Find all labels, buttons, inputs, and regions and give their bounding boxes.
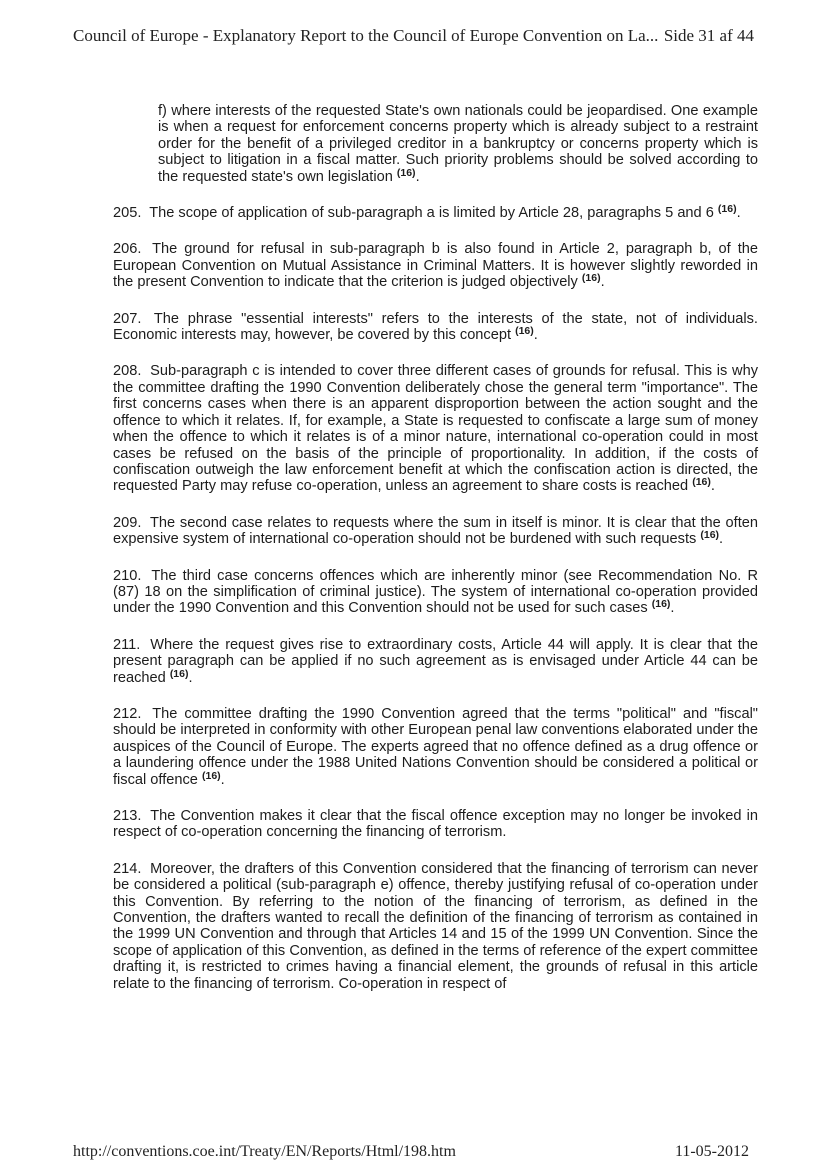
report-body xyxy=(113,103,758,1012)
footnote-marker[interactable]: (16) xyxy=(169,667,189,680)
paragraph-f: f) where interests of the requested State's own nationals could be jeopardised. One example is when a request for enforcement concerns property which is already subject to a restraint order for the benefit of a privileged creditor in a bankruptcy or concerns property which is subject to litigation in a fiscal matter. Such priority problems should be solved according to the requested state's own legislation $^{(16)}$. xyxy=(158,103,758,185)
footnote-marker[interactable]: (16) xyxy=(581,272,601,285)
page-footer xyxy=(0,1143,826,1165)
document-title: Council of Europe - Explanatory Report to the Council of Europe Convention on La... xyxy=(73,26,659,45)
paragraph-text: Sub-paragraph c is intended to cover three different cases of grounds for refusal. This is why the committee drafting the 1990 Convention deliberately chose the general term "importance". The first concerns cases when there is an apparent disproportion between the action sought and the offence to which it relates. If, for example, a State is requested to confiscate a large sum of money when the offence to which it relates is of a minor nature, international co-operation could in most cases be refused on the basis of the principle of proportionality. In addition, if the costs of confiscation outweigh the law enforcement benefit at which the confiscation action is directed, the requested Party may refuse co-operation, unless an agreement to share costs is reached xyxy=(113,363,758,495)
paragraph-206: 206. The ground for refusal in sub-paragraph b is also found in Article 2, paragraph b, of the European Convention on Mutual Assistance in Criminal Matters. It is however slightly reworded in the present Convention to indicate that the criterion is judged objectively $^{(16)}$. xyxy=(113,241,758,291)
paragraph-text: The committee drafting the 1990 Convention agreed that the terms "political" and "fiscal" should be interpreted in conformity with other European penal law conventions elaborated under the auspices of the Council of Europe. The experts agreed that no offence defined as a drug offence or a laundering offence under the 1988 United Nations Convention should be considered a political or fiscal offence xyxy=(113,705,758,788)
paragraph-text: Moreover, the drafters of this Convention considered that the financing of terrorism can never be considered a political (sub-paragraph e) offence, thereby justifying refusal of co-operation under this Convention. By referring to the notion of the financing of terrorism, as defined in the Convention, the drafters wanted to recall the definition of the financing of terrorism as contained in the 1999 UN Convention and through that Articles 14 and 15 of the 1999 UN Convention. Since the scope of application of this Convention, as defined in the terms of reference of the expert committee drafting it, is restricted to crimes having a financial element, the grounds of refusal in this article relate to the financing of terrorism. Co-operation in respect of xyxy=(113,860,758,992)
paragraph-text: f) where interests of the requested State's own nationals could be jeopardised. One example is when a request for enforcement concerns property which is already subject to a restraint order for the benefit of a privileged creditor in a bankruptcy or concerns property which is subject to litigation in a fiscal matter. Such priority problems should be solved according to the requested state's own legislation xyxy=(158,103,758,185)
paragraph-number: 206. xyxy=(113,241,142,258)
page-header xyxy=(0,26,826,50)
paragraph-214 xyxy=(113,861,758,992)
paragraph-210: 210. The third case concerns offences which are inherently minor (see Recommendation No. R (87) 18 on the simplification of criminal justice). The system of international co-operation provided under the 1990 Convention and this Convention should not be used for such cases $^{(16)}$. xyxy=(113,567,758,617)
paragraph-205: 205. The scope of application of sub-paragraph a is limited by Article 28, paragraphs 5 and 6 $^{(16)}$. xyxy=(113,203,741,222)
paragraph-207: 207. The phrase "essential interests" refers to the interests of the state, not of individuals. Economic interests may, however, be covered by this concept $^{(16)}$. xyxy=(113,310,758,344)
paragraph-number: 214. xyxy=(113,860,142,877)
paragraph-number: 209. xyxy=(113,514,142,531)
paragraph-text: Where the request gives rise to extraordinary costs, Article 44 will apply. It is clear that the present paragraph can be applied if no such agreement as is envisaged under Article 44 can be reached xyxy=(113,636,758,686)
footnote-marker[interactable]: (16) xyxy=(651,598,671,611)
paragraph-text: The second case relates to requests where the sum in itself is minor. It is clear that the often expensive system of international co-operation should not be burdened with such requests xyxy=(113,514,758,548)
paragraph-209: 209. The second case relates to requests where the sum in itself is minor. It is clear that the often expensive system of international co-operation should not be burdened with such requests $^{(16)}$. xyxy=(113,514,758,548)
footnote-marker[interactable]: (16) xyxy=(396,166,416,179)
paragraph-number: 208. xyxy=(113,363,142,380)
paragraph-number: 205. xyxy=(113,205,142,222)
paragraph-text: The scope of application of sub-paragraph a is limited by Article 28, paragraphs 5 and 6 xyxy=(149,205,714,222)
print-date: 11-05-2012 xyxy=(674,1143,749,1160)
footnote-marker[interactable]: (16) xyxy=(201,769,221,782)
footnote-marker[interactable]: (16) xyxy=(700,529,720,542)
paragraph-number: 211. xyxy=(113,636,141,653)
paragraph-212: 212. The committee drafting the 1990 Convention agreed that the terms "political" and "fiscal" should be interpreted in conformity with other European penal law conventions elaborated under the auspices of the Council of Europe. The experts agreed that no offence defined as a drug offence or a laundering offence under the 1988 United Nations Convention should be considered a political or fiscal offence $^{(16)}$. xyxy=(113,705,758,788)
page-number: Side 31 af 44 xyxy=(663,26,754,45)
paragraph-211: 211. Where the request gives rise to extraordinary costs, Article 44 will apply. It is clear that the present paragraph can be applied if no such agreement as is envisaged under Article 44 can be reached $^{(16)}$. xyxy=(113,636,758,686)
source-url[interactable]: http://conventions.coe.int/Treaty/EN/Reports/Html/198.htm xyxy=(73,1143,456,1160)
paragraph-number: 212. xyxy=(113,705,142,722)
paragraph-number: 207. xyxy=(113,310,142,327)
paragraph-number: 210. xyxy=(113,567,142,584)
paragraph-text: The third case concerns offences which are inherently minor (see Recommendation No. R (87) 18 on the simplification of criminal justice). The system of international co-operation provided under the 1990 Convention and this Convention should not be used for such cases xyxy=(113,567,758,617)
paragraph-text: The phrase "essential interests" refers to the interests of the state, not of individuals. Economic interests may, however, be covered by this concept xyxy=(113,310,758,344)
paragraph-text: The Convention makes it clear that the fiscal offence exception may no longer be invoked in respect of co-operation concerning the financing of terrorism. xyxy=(113,808,759,841)
paragraph-number: 213. xyxy=(113,808,142,824)
footnote-marker[interactable]: (16) xyxy=(692,476,711,489)
paragraph-213 xyxy=(113,808,758,841)
footnote-marker[interactable]: (16) xyxy=(717,203,737,216)
footnote-marker[interactable]: (16) xyxy=(515,325,534,338)
paragraph-208: 208. Sub-paragraph c is intended to cover three different cases of grounds for refusal. This is why the committee drafting the 1990 Convention deliberately chose the general term "importance". The first concerns cases when there is an apparent disproportion between the action sought and the offence to which it relates. If, for example, a State is requested to confiscate a large sum of money when the offence to which it relates is of a minor nature, international co-operation could in most cases be refused on the basis of the principle of proportionality. In addition, if the costs of confiscation outweigh the law enforcement benefit at which the confiscation action is directed, the requested Party may refuse co-operation, unless an agreement to share costs is reached $^{(16)}$. xyxy=(113,363,758,495)
paragraph-text: The ground for refusal in sub-paragraph b is also found in Article 2, paragraph b, of the European Convention on Mutual Assistance in Criminal Matters. It is however slightly reworded in the present Convention to indicate that the criterion is judged objectively xyxy=(113,241,758,291)
